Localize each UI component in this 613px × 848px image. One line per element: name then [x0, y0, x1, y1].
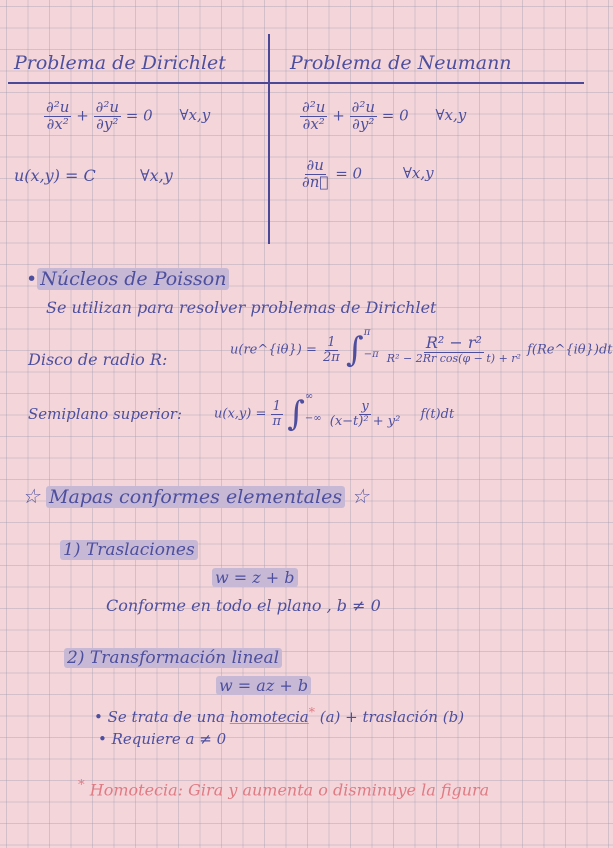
frac-den: ∂x² [46, 114, 69, 133]
poisson-heading-text: Núcleos de Poisson [37, 268, 229, 290]
frac-num: ∂u [306, 156, 324, 174]
poisson-intro: Se utilizan para resolver problemas de Dirichlet [46, 298, 437, 317]
homotecia-footnote [78, 778, 489, 799]
lower-limit: −π [363, 349, 379, 360]
frac-den: (x−t)² + y² [329, 413, 401, 429]
forall-label: ∀x,y [179, 106, 211, 125]
footnote-text: Homotecia: Gira y aumenta o disminuye la figura [89, 780, 490, 800]
frac-num: y [361, 398, 369, 414]
lineal-bullet-homotecia [94, 704, 464, 726]
rhs: = 0 [335, 164, 363, 183]
bullet-suffix: (a) + traslación (b) [319, 708, 465, 726]
transformacion-lineal-title [64, 648, 282, 668]
dirichlet-boundary-forall: ∀x,y [140, 166, 173, 185]
frac-num: 1 [272, 398, 281, 414]
table-vertical-divider [268, 34, 270, 244]
forall-label: ∀x,y [435, 106, 467, 125]
dirichlet-header: Problema de Dirichlet [14, 52, 226, 74]
forall-label: ∀x,y [402, 164, 434, 183]
lower-limit: −∞ [304, 413, 322, 424]
halfplane-poisson-formula [214, 392, 454, 436]
halfplane-tail: f(t)dt [420, 406, 455, 422]
table-horizontal-divider [8, 82, 584, 84]
upper-limit: ∞ [304, 391, 314, 402]
integral-limits [364, 328, 379, 372]
plus-sign: + [332, 106, 345, 125]
frac-num: ∂²u [46, 98, 70, 116]
lineal-formula [216, 676, 311, 695]
frac-den: ∂x² [302, 114, 325, 133]
neumann-header: Problema de Neumann [290, 52, 512, 74]
plus-sign: + [76, 106, 89, 125]
rhs: = 0 [125, 106, 153, 125]
neumann-boundary-condition [300, 158, 434, 191]
rhs: = 0 [381, 106, 409, 125]
lineal-bullet-requiere: • Requiere a ≠ 0 [98, 730, 227, 748]
traslacion-formula [212, 568, 298, 587]
mapas-heading-text: Mapas conformes elementales [46, 486, 345, 508]
dirichlet-laplace-equation [44, 100, 210, 133]
asterisk-mark: * [78, 778, 85, 793]
homotecia-term: homotecia [229, 708, 309, 726]
star-icon: ☆ [351, 484, 370, 508]
frac-num: ∂²u [95, 98, 120, 116]
halfplane-label: Semiplano superior: [28, 405, 183, 423]
frac-den: R² − 2Rr cos(φ − t) + r² [386, 352, 521, 366]
frac-den: ∂y² [96, 114, 119, 133]
bullet-icon: • [26, 268, 38, 290]
disk-poisson-formula [230, 328, 613, 372]
integral-sign: ∫ [345, 330, 364, 370]
bullet-prefix: • Se trata de una [94, 708, 225, 726]
traslaciones-title-text: 1) Traslaciones [60, 540, 198, 560]
disk-lhs: u(re^{iθ}) = [230, 342, 317, 358]
traslaciones-title [60, 540, 198, 560]
frac-num: R² − r² [425, 333, 482, 353]
dirichlet-boundary-condition: u(x,y) = C [14, 166, 96, 185]
frac-den: ∂y² [352, 114, 375, 133]
frac-den: 2π [323, 349, 340, 365]
integral-sign: ∫ [287, 394, 305, 434]
traslacion-note: Conforme en todo el plano , b ≠ 0 [106, 596, 381, 615]
frac-den: π [272, 413, 282, 429]
neumann-laplace-equation [300, 100, 466, 133]
disk-tail: f(Re^{iθ})dt [527, 342, 613, 358]
star-icon: ☆ [22, 484, 40, 508]
halfplane-lhs: u(x,y) = [214, 406, 267, 422]
transformacion-lineal-title-text: 2) Transformación lineal [64, 648, 282, 668]
poisson-heading [26, 268, 229, 290]
lineal-formula-text: w = az + b [216, 676, 311, 695]
traslacion-formula-text: w = z + b [212, 568, 298, 587]
frac-num: 1 [327, 334, 336, 350]
asterisk-mark: * [308, 704, 315, 719]
frac-num: ∂²u [302, 98, 326, 116]
mapas-heading [22, 484, 369, 508]
frac-den: ∂n⃗ [302, 172, 329, 191]
upper-limit: π [363, 327, 371, 338]
disk-label: Disco de radio R: [28, 350, 168, 369]
integral-limits [305, 392, 322, 436]
frac-num: ∂²u [351, 98, 376, 116]
